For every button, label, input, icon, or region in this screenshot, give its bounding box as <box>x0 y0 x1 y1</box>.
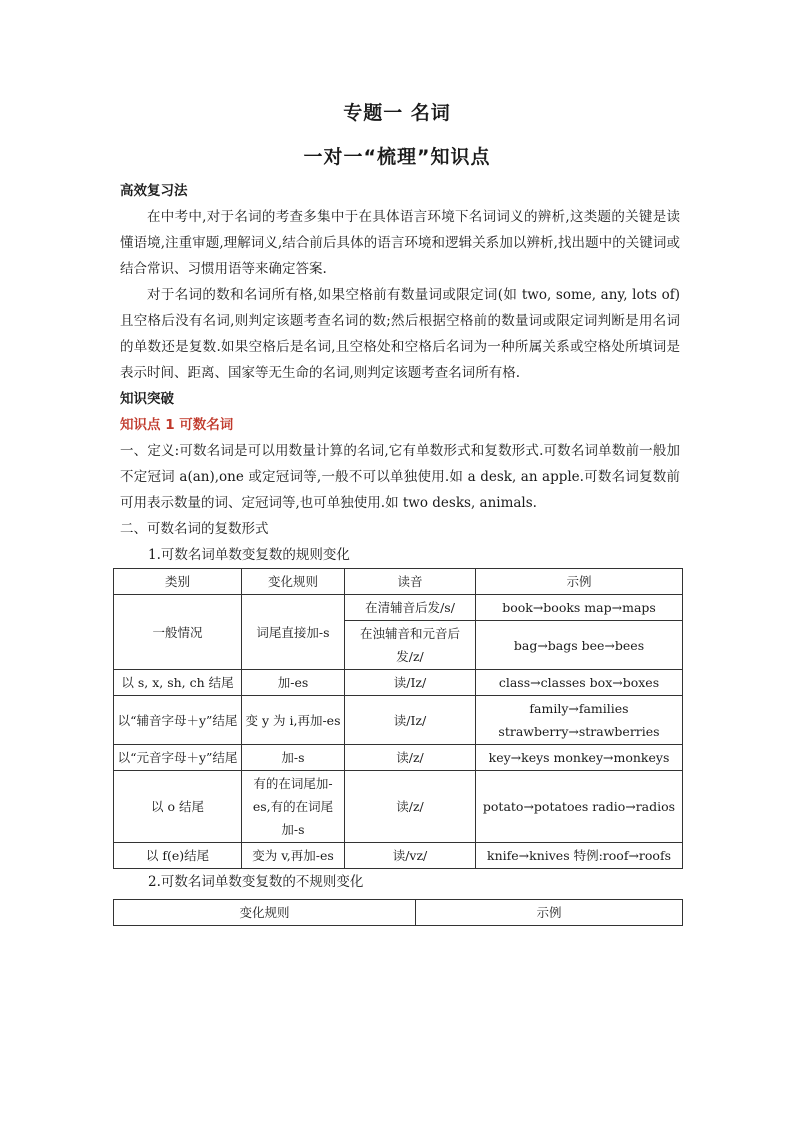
table-row <box>114 745 683 771</box>
table-cell-category: 以 o 结尾 <box>114 771 242 843</box>
table-header-cell: 示例 <box>476 569 683 595</box>
table-cell-category: 以“辅音字母＋y”结尾 <box>114 696 242 745</box>
table-cell-sound: 读/z/ <box>345 771 476 843</box>
table-cell-category: 以 f(e)结尾 <box>114 843 242 869</box>
table-cell-sound: 读/Iz/ <box>345 696 476 745</box>
table-header-row <box>114 569 683 595</box>
table-cell-rule: 词尾直接加-s <box>242 595 345 670</box>
table-cell-example: knife→knives 特例:roof→roofs <box>476 843 683 869</box>
table-header-cell: 变化规则 <box>114 900 416 926</box>
table-cell-rule: 变为 v,再加-es <box>242 843 345 869</box>
table-row <box>114 696 683 745</box>
table-cell-category: 以 s, x, sh, ch 结尾 <box>114 670 242 696</box>
irregular-plural-table <box>113 899 683 926</box>
table-cell-sound: 读/z/ <box>345 745 476 771</box>
table-cell-example: book→books map→maps <box>476 595 683 621</box>
table-header-cell: 变化规则 <box>242 569 345 595</box>
table-header-row <box>114 900 683 926</box>
definition-paragraph: 一、定义:可数名词是可以用数量计算的名词,它有单数形式和复数形式.可数名词单数前一般加不定冠词 a(an),one 或定冠词等,一般不可以单独使用.如 a desk, an apple.可数名词复数前可用表示数量的词、定冠词等,也可单独使用.如 two desks, animals. <box>120 443 680 511</box>
table-cell-sound: 在浊辅音和元音后发/z/ <box>345 621 476 670</box>
section-heading-breakthrough: 知识突破 <box>120 391 174 407</box>
irregular-change-heading: 2.可数名词单数变复数的不规则变化 <box>148 874 364 890</box>
table-cell-rule: 加-s <box>242 745 345 771</box>
table-cell-example: potato→potatoes radio→radios <box>476 771 683 843</box>
table-row <box>114 843 683 869</box>
table-header-cell: 类别 <box>114 569 242 595</box>
table-cell-category: 以“元音字母＋y”结尾 <box>114 745 242 771</box>
table-cell-sound: 读/Iz/ <box>345 670 476 696</box>
table-cell-rule: 加-es <box>242 670 345 696</box>
regular-change-heading: 1.可数名词单数变复数的规则变化 <box>148 547 350 563</box>
plural-forms-heading: 二、可数名词的复数形式 <box>120 521 269 537</box>
table-cell-sound: 读/vz/ <box>345 843 476 869</box>
table-cell-rule: 变 y 为 i,再加-es <box>242 696 345 745</box>
paragraph-review-1: 在中考中,对于名词的考查多集中于在具体语言环境下名词词义的辨析,这类题的关键是读懂语境,注重审题,理解词义,结合前后具体的语言环境和逻辑关系加以辨析,找出题中的关键词或结合常识、习惯用语等来确定答案. <box>120 209 680 277</box>
table-cell-sound: 在清辅音后发/s/ <box>345 595 476 621</box>
table-cell-example: family→families strawberry→strawberries <box>476 696 683 745</box>
table-cell-rule: 有的在词尾加-es,有的在词尾加-s <box>242 771 345 843</box>
table-row <box>114 670 683 696</box>
section-heading-review: 高效复习法 <box>120 183 188 199</box>
table-cell-example: bag→bags bee→bees <box>476 621 683 670</box>
table-cell-example: class→classes box→boxes <box>476 670 683 696</box>
table-row <box>114 595 683 621</box>
regular-plural-table <box>113 568 683 869</box>
page-subtitle: 一对一“梳理”知识点 <box>303 146 491 168</box>
document-body <box>117 178 680 926</box>
table-cell-example: key→keys monkey→monkeys <box>476 745 683 771</box>
table-row <box>114 771 683 843</box>
paragraph-review-2: 对于名词的数和名词所有格,如果空格前有数量词或限定词(如 two, some, any, lots of)且空格后没有名词,则判定该题考查名词的数;然后根据空格前的数量词或限定词判断是用名词的单数还是复数.如果空格后是名词,且空格处和空格后名词为一种所属关系或空格处所填词是表示时间、距离、国家等无生命的名词,则判定该题考查名词所有格. <box>120 287 680 381</box>
table-cell-category: 一般情况 <box>114 595 242 670</box>
table-header-cell: 读音 <box>345 569 476 595</box>
knowledge-point-heading: 知识点 1 可数名词 <box>120 417 234 433</box>
table-header-cell: 示例 <box>416 900 683 926</box>
page-title: 专题一 名词 <box>343 102 451 124</box>
